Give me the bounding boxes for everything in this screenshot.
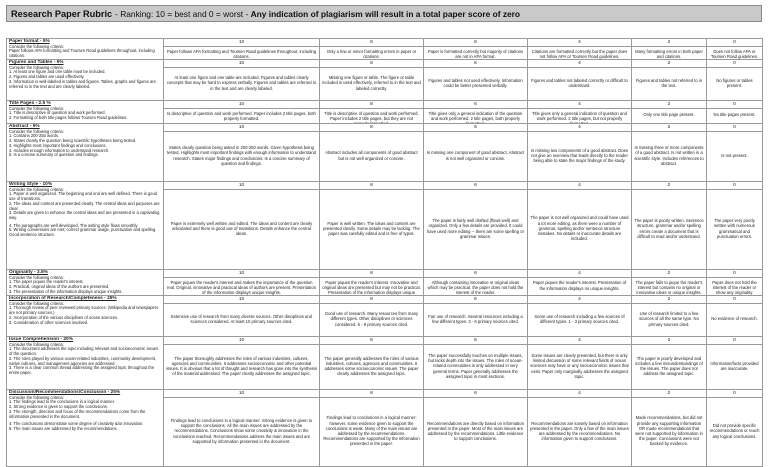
score-cell — [528, 337, 632, 390]
score-cell — [164, 390, 320, 467]
score-value: 6 — [424, 124, 527, 132]
score-description: Good use of research. Many resources from many different types. Other disciplines or sciences considered. 6 - 9 primary sources cited. — [324, 311, 419, 327]
score-description: Only one title page present. — [643, 112, 695, 118]
criterion-line: 1. The document addresses the topic including relevant and socioeconomic issues of the question. — [9, 346, 159, 357]
score-value: 6 — [424, 101, 527, 109]
rubric-row — [7, 39, 763, 60]
score-cell — [164, 337, 320, 390]
criteria-cell — [7, 101, 164, 124]
score-cell — [320, 270, 424, 296]
score-description: No figures or tables present. — [716, 77, 753, 88]
score-cell — [707, 337, 763, 390]
score-cell — [424, 390, 528, 467]
criterion-line: 2. Strong evidence is given to support the conclusions. — [9, 404, 108, 410]
score-cell — [528, 296, 632, 337]
score-value: 6 — [424, 182, 527, 190]
score-cell — [632, 270, 707, 296]
score-description: Findings lead to conclusions in a logical manner; however, some evidence given to support the conclusions is weak. Many of the main issues are addressed by the recommendations. Recommendations are supported by the information presented in the paper. — [323, 415, 420, 447]
criterion-line: 2. Incorporation of the various disciplines of ocean sciences. — [9, 314, 119, 320]
score-value: 6 — [424, 390, 527, 398]
score-description: Extensive use of research from many diverse sources. Other disciplines and sciences considered. At least 10 primary sources cited. — [170, 313, 313, 324]
score-description: Title gives only a general indication of the question and work performed. 2 title pages, both properly — [428, 111, 523, 122]
criterion-line: 5. Is a concise summary of question and findings. — [9, 152, 99, 158]
score-value: 8 — [320, 337, 423, 345]
score-value: 4 — [528, 296, 631, 304]
criterion-line: 2. Figures and tables are used effectively. — [9, 74, 85, 80]
score-cell — [707, 124, 763, 182]
score-description: Fair use of research. Several resources including a few different types. 3 - 6 primary sources cited. — [428, 313, 523, 324]
rubric-row — [7, 101, 763, 124]
criterion-line: 3. There is a clear common thread addressing the assigned topic throughout the entire paper. — [9, 365, 155, 375]
score-cell — [707, 182, 763, 270]
criterion-line: 4. Includes enough information to understand research. — [9, 147, 110, 153]
score-description: The paper successfully touches on multiple issues, but lacks depth into the issues. The roles of ocean-related communities is only addressed in very general terms. Paper generally addresses the assigned topic in most sections. — [428, 352, 523, 379]
score-cell — [707, 296, 763, 337]
score-value: 4 — [528, 390, 631, 398]
score-description: Missing one figure or table. The figure or table included is used effectively, referred to in the text and labeled correctly. — [322, 75, 421, 91]
score-value: 4 — [528, 124, 631, 132]
score-description: Some use of research including a few sources of different types. 1 - 3 primary sources cited. — [534, 313, 625, 324]
score-value: 0 — [707, 337, 762, 345]
plagiarism-warning: Any indication of plagiarism will result in a total paper score of zero — [250, 8, 521, 19]
score-value: 8 — [320, 60, 423, 68]
criterion-line: 5. Writing conventions are met; correct grammar usage, punctuation and spelling. Good sentence structure. — [9, 227, 157, 238]
score-description: Paper is formatted correctly but majority of citations are not in APA format. — [427, 49, 524, 60]
score-cell — [632, 296, 707, 337]
score-description: Recommendations are directly based on information presented in the paper. Most of the main issues are addressed by the recommendations. Little evidence to support conclusions. — [427, 420, 524, 442]
score-cell — [632, 39, 707, 60]
score-cell — [164, 60, 320, 101]
score-description: Use of research limited to a few sources of all the same type. No primary sources cited. — [639, 311, 699, 327]
score-value: 6 — [424, 39, 527, 47]
score-cell — [320, 39, 424, 60]
criterion-line: Consider the following criteria: — [9, 64, 64, 70]
score-value: 10 — [164, 337, 319, 345]
criteria-cell — [7, 296, 164, 337]
score-description: Findings lead to conclusions in a logical manner. Strong evidence is given to support the conclusions. All the main issues are addressed by the recommendations. Conclusions show some creativity & innovation in the conclusions reached. Recommendations address the main issues and are supported by information presented in the document. — [170, 417, 313, 444]
score-value: 8 — [320, 39, 423, 47]
score-description: Did not provide specific recommendations or reach any logical conclusions. — [709, 423, 760, 439]
score-value: 10 — [164, 101, 319, 109]
score-value: 10 — [164, 182, 319, 190]
score-cell — [320, 390, 424, 467]
score-value: 10 — [164, 270, 319, 278]
score-value: 8 — [320, 124, 423, 132]
criterion-line: 1. Paper is well organized. The beginning and end are well defined. There is good use of transitions. — [9, 191, 158, 202]
score-value: 0 — [707, 101, 762, 109]
score-value: 0 — [707, 296, 762, 304]
score-cell — [164, 39, 320, 60]
score-value: 0 — [707, 270, 762, 278]
score-description: Made recommendations, but did not provide any supporting information OR made recommendations that were not supported by information in the paper. Conclusions were not backed by evidence. — [635, 415, 703, 447]
score-value: 10 — [164, 390, 319, 398]
score-description: The paper fails to pique the reader's interest but contains no original or innovative ideas or unique insights. — [635, 280, 703, 296]
score-value: 8 — [320, 101, 423, 109]
score-value: 6 — [424, 60, 527, 68]
score-value: 0 — [707, 390, 762, 398]
score-description: The paper is poorly written. Sentence structure, grammar and/or spelling errors create a document that is difficult to read and/or understand. — [634, 218, 704, 239]
score-value: 2 — [632, 124, 706, 132]
score-cell — [528, 182, 632, 270]
criterion-line: 3. Information is well-labeled in tables and figures. Tables, graphs and figures are referred to in the text and are clearly labeled. — [9, 78, 156, 89]
score-value: 2 — [632, 60, 706, 68]
criteria-cell — [7, 124, 164, 182]
score-description: Citations are formatted correctly but the paper does not follow APA or Toursen Road guidelines. — [531, 49, 628, 60]
criterion-line: 1. At least one figure and one table must be included. — [9, 69, 106, 75]
score-cell — [528, 39, 632, 60]
score-cell — [707, 390, 763, 467]
criterion-line: Consider the following criteria: — [9, 274, 64, 280]
criterion-name: Figures and Tables - 5% — [9, 60, 64, 65]
score-description: The paper is poorly developed and includes a few misunderstandings of the issues. The paper does not address the assigned topic. — [635, 355, 703, 377]
criteria-cell — [7, 39, 164, 60]
criterion-name: Originality - 2.5% — [9, 270, 48, 275]
criterion-line: 3. Consideration of other sciences involved. — [9, 319, 89, 325]
score-cell — [632, 182, 707, 270]
score-cell — [528, 390, 632, 467]
score-description: Is missing two components of a good abstract. Does not give an overview that leads directly to the reader being able to state the major findings of the study. — [530, 147, 629, 164]
score-cell — [424, 182, 528, 270]
criteria-cell — [7, 60, 164, 101]
score-cell — [632, 101, 707, 124]
score-description: Figures and tables not used effectively. Information could be better presented verbally. — [428, 77, 523, 88]
score-cell — [424, 296, 528, 337]
score-description: Paper does not hold the interest of the reader or show any originality. — [712, 280, 757, 296]
score-cell — [528, 60, 632, 101]
criterion-line: Consider the following criteria: — [9, 105, 64, 111]
score-cell — [164, 182, 320, 270]
score-description: Paper piques the reader's interest. Presentation of the information displays no unique insights. — [532, 280, 627, 291]
criterion-line: 2. Formatting of both title pages follows Toursen Road guidelines. — [9, 115, 128, 121]
score-value: 0 — [707, 60, 762, 68]
score-value: 6 — [424, 296, 527, 304]
score-description: The paper is not well organized and could have used a lot more editing, as there were a number of grammar, spelling and/or sentence structure mistakes. No details or inaccurate details are included. — [530, 215, 629, 242]
score-description: Abstract includes all components of good abstract but is not well organized or concise. — [325, 150, 418, 161]
criterion-line: 1. Contains 200-250 words. — [9, 133, 60, 139]
score-value: 4 — [528, 60, 631, 68]
criterion-line: Consider the following criteria: — [9, 43, 64, 49]
score-cell — [320, 182, 424, 270]
score-description: No evidence of research. — [711, 316, 758, 322]
score-cell — [424, 101, 528, 124]
criterion-name: Incorporation of Research/Completeness - 25% — [9, 296, 117, 301]
criterion-line: 3. The strength, direction and focus of the recommendations come from the information presented in the document. — [9, 408, 146, 419]
criterion-line: Consider the following criteria: — [9, 394, 64, 400]
score-description: The paper is fairly well drafted (flows well) and organized. Only a few details are provided. It could have used more editing -- there are some spelling or grammar issues. — [426, 218, 525, 239]
score-description: No title pages present. — [713, 112, 756, 118]
criterion-line: 3. Highlights most important findings and conclusions. — [9, 142, 107, 148]
score-cell — [320, 60, 424, 101]
score-value: 4 — [528, 270, 631, 278]
score-value: 6 — [424, 270, 527, 278]
score-value: 2 — [632, 182, 706, 190]
score-cell — [707, 39, 763, 60]
criterion-line: Paper follows APA formatting and Toursen Road guidelines throughout, including citations. — [9, 48, 155, 59]
score-cell — [632, 337, 707, 390]
score-value: 6 — [424, 337, 527, 345]
rubric-row — [7, 270, 763, 296]
score-description: Some issues are clearly presented, but there is only limited discussion of some relevant fields of ocean sciences may have or any socioeconomic issues that exist. Paper only marginally addresses the assigned topic. — [530, 352, 629, 379]
score-description: Paper piques the reader's interest. Innovative and original ideas are presented but may not be practical. Presentation of the information displays unique — [322, 280, 421, 296]
score-cell — [707, 101, 763, 124]
rubric-row — [7, 337, 763, 390]
score-value: 10 — [164, 60, 319, 68]
score-description: The paper very poorly written with numerous grammatical and punctuation errors. — [714, 218, 755, 239]
score-description: Title is descriptive of question and work performed. Paper includes 2 title pages, but they are not — [324, 111, 419, 122]
score-cell — [528, 270, 632, 296]
score-description: At least one figure and one table are included. Figures and tables clearly concepts that may be hard to express verbally. Figures and tables are referred to in the text and are clearly labeled. — [166, 75, 317, 91]
score-description: Figures and tables not referred to in the text. — [635, 77, 703, 88]
rubric-row — [7, 182, 763, 270]
criterion-name: Issue Comprehension - 20% — [9, 337, 73, 342]
score-description: The paper thoroughly addresses the roles of various industries, cultures, agencies and communities. It addresses socioeconomic and other potential issues. It is obvious that a lot of thought and research has gone into the synthesis of the material addressed. The paper clearly addresses the assigned topic. — [166, 355, 317, 377]
score-value: 0 — [707, 182, 762, 190]
criterion-line: Consider the following criteria: — [9, 186, 64, 192]
score-value: 2 — [632, 270, 706, 278]
score-description: Only a few or minor formatting errors in paper or citations. — [326, 49, 417, 60]
score-cell — [424, 270, 528, 296]
score-cell — [528, 101, 632, 124]
score-value: 2 — [632, 296, 706, 304]
criterion-name: Writing Style - 10% — [9, 182, 53, 187]
score-cell — [424, 39, 528, 60]
criterion-line: 3. Details are given to enhance the central ideas and are presented in a captivating way. — [9, 210, 160, 220]
score-cell — [164, 124, 320, 182]
score-value: 2 — [632, 39, 706, 47]
criterion-line: 1. Thorough review of peer reviewed primary sources. (Wikipedia and newspapers are not primary sources.) — [9, 305, 159, 316]
score-cell — [632, 390, 707, 467]
criterion-line: 2. The roles played by various ocean-related industries, community development, native cultures, and management agencies are addressed. — [9, 355, 157, 366]
score-description: Paper piques the reader's interest and makes the importance of the question real. Original, innovative and practical ideas of authors are present. Presentation of the information displays unique insights. — [167, 280, 316, 296]
criterion-name: Discussion/Recommendations/Conclusion - 25% — [9, 390, 121, 395]
score-value: 2 — [632, 337, 706, 345]
score-description: Is missing three or more components of a good abstract. Is not written in a scientific style. Includes references to abstract. — [634, 145, 704, 166]
rubric-title: Research Paper Rubric — [11, 8, 113, 19]
score-cell — [164, 296, 320, 337]
criterion-line: 1. The findings lead to the conclusions in a logical manner. — [9, 399, 115, 405]
score-value: 2 — [632, 390, 706, 398]
score-description: The paper generally addresses the roles of various industries, cultures, agencies and communities. It addresses some socioeconomic issues. The paper clearly addresses the assigned topic. — [324, 355, 419, 377]
criterion-line: 5. The main issues are addressed by the recommendations. — [9, 425, 118, 431]
ranking-note: - Ranking: 10 = best and 0 = worst - — [115, 8, 249, 19]
score-value: 10 — [164, 124, 319, 132]
criteria-cell — [7, 182, 164, 270]
score-description: Recommendations are loosely based on information presented in the paper. Only a few of the main issues are addressed by the recommendations. No information given to support conclusions. — [530, 420, 629, 442]
score-value: 4 — [528, 337, 631, 345]
rubric-title-bar — [6, 5, 762, 22]
score-cell — [320, 124, 424, 182]
criterion-line: 4. The paragraphs are well developed. The writing style flows smoothly. — [9, 222, 139, 228]
score-value: 0 — [707, 124, 762, 132]
criterion-line: 3. The presentation of the information displays unique insights. — [9, 288, 123, 294]
score-cell — [528, 124, 632, 182]
criteria-cell — [7, 337, 164, 390]
score-description: Figures and tables not labeled correctly or difficult to understand. — [531, 77, 628, 88]
criterion-line: Consider the following criteria: — [9, 341, 64, 347]
score-value: 4 — [528, 182, 631, 190]
criterion-name: Abstract - 5% — [9, 124, 40, 129]
score-description: Paper is well written. The ideas and content are presented clearly. Some details may be lacking. The paper was carefully edited and is free of typos. — [323, 220, 420, 237]
score-description: Information/facts provided are inaccurate. — [710, 360, 759, 371]
score-cell — [707, 60, 763, 101]
criterion-line: Consider the following criteria: — [9, 300, 64, 306]
score-description: Paper is extremely well written and edited. The ideas and content are clearly articulated and there is good use of transitions. Details enhance the central ideas. — [170, 220, 313, 237]
rubric-row — [7, 390, 763, 467]
score-description: Many formatting errors in both paper and citations. — [635, 49, 703, 60]
score-description: Paper follows APA formatting and Toursen Road guidelines throughout, including citations. — [166, 49, 317, 60]
rubric-row — [7, 60, 763, 101]
score-cell — [707, 270, 763, 296]
score-value: 4 — [528, 39, 631, 47]
score-cell — [632, 60, 707, 101]
score-cell — [632, 124, 707, 182]
criterion-line: 2. Practical, original ideas of the authors are presented. — [9, 284, 110, 290]
rubric-row — [7, 124, 763, 182]
criteria-cell — [7, 390, 164, 467]
score-description: Although containing innovative or original ideas which may be practical, the paper does not hold the interest of the reader. — [427, 280, 524, 296]
score-cell — [320, 337, 424, 390]
score-cell — [164, 270, 320, 296]
score-description: Is not present. — [721, 152, 748, 158]
score-value: 10 — [164, 39, 319, 47]
criterion-name: Paper format - 5% — [9, 39, 50, 44]
score-value: 8 — [320, 390, 423, 398]
rubric-table — [6, 38, 763, 467]
score-cell — [164, 101, 320, 124]
score-description: Is descriptive of question and work performed. Paper includes 2 title pages, both properly formatted. — [167, 111, 316, 122]
criterion-line: 1. Title is descriptive of question and work performed. — [9, 110, 106, 116]
score-description: Does not follow APA or Toursen Road guidelines. — [710, 49, 759, 60]
score-cell — [424, 60, 528, 101]
score-description: Is missing one component of good abstract. Abstract is not well organized or concise. — [426, 150, 525, 161]
criteria-cell — [7, 270, 164, 296]
criterion-line: 2. States clearly the question being scientific hypotheses being tested. — [9, 138, 137, 144]
score-value: 0 — [707, 39, 762, 47]
criterion-line: 1. The paper piques the reader's interest. — [9, 279, 84, 285]
score-cell — [320, 296, 424, 337]
rubric-subtitle — [115, 9, 520, 19]
criterion-line: 2. The ideas and content are presented clearly. The central ideas and purposes are clear. — [9, 200, 160, 211]
score-cell — [320, 101, 424, 124]
score-cell — [424, 337, 528, 390]
score-value: 10 — [164, 296, 319, 304]
score-cell — [424, 124, 528, 182]
score-value: 8 — [320, 182, 423, 190]
rubric-row — [7, 296, 763, 337]
score-value: 8 — [320, 270, 423, 278]
criterion-line: Consider the following criteria: — [9, 128, 64, 134]
criterion-line: 4. The conclusions demonstrate some degree of creativity &/or innovation. — [9, 421, 144, 427]
score-description: Title gives only a general indication of question and work performed. 2 title pages, but not properly — [532, 111, 627, 122]
criterion-name: Title Pages - 2.5 % — [9, 101, 51, 106]
score-value: 8 — [320, 296, 423, 304]
score-value: 2 — [632, 101, 706, 109]
score-value: 4 — [528, 101, 631, 109]
score-description: States clearly question being asked in 200-250 words. Given hypothesis being tested. Highlights most important findings with enough information to understand research. States major findings and conclusions. Is a concise summary of question and findings. — [167, 145, 316, 166]
